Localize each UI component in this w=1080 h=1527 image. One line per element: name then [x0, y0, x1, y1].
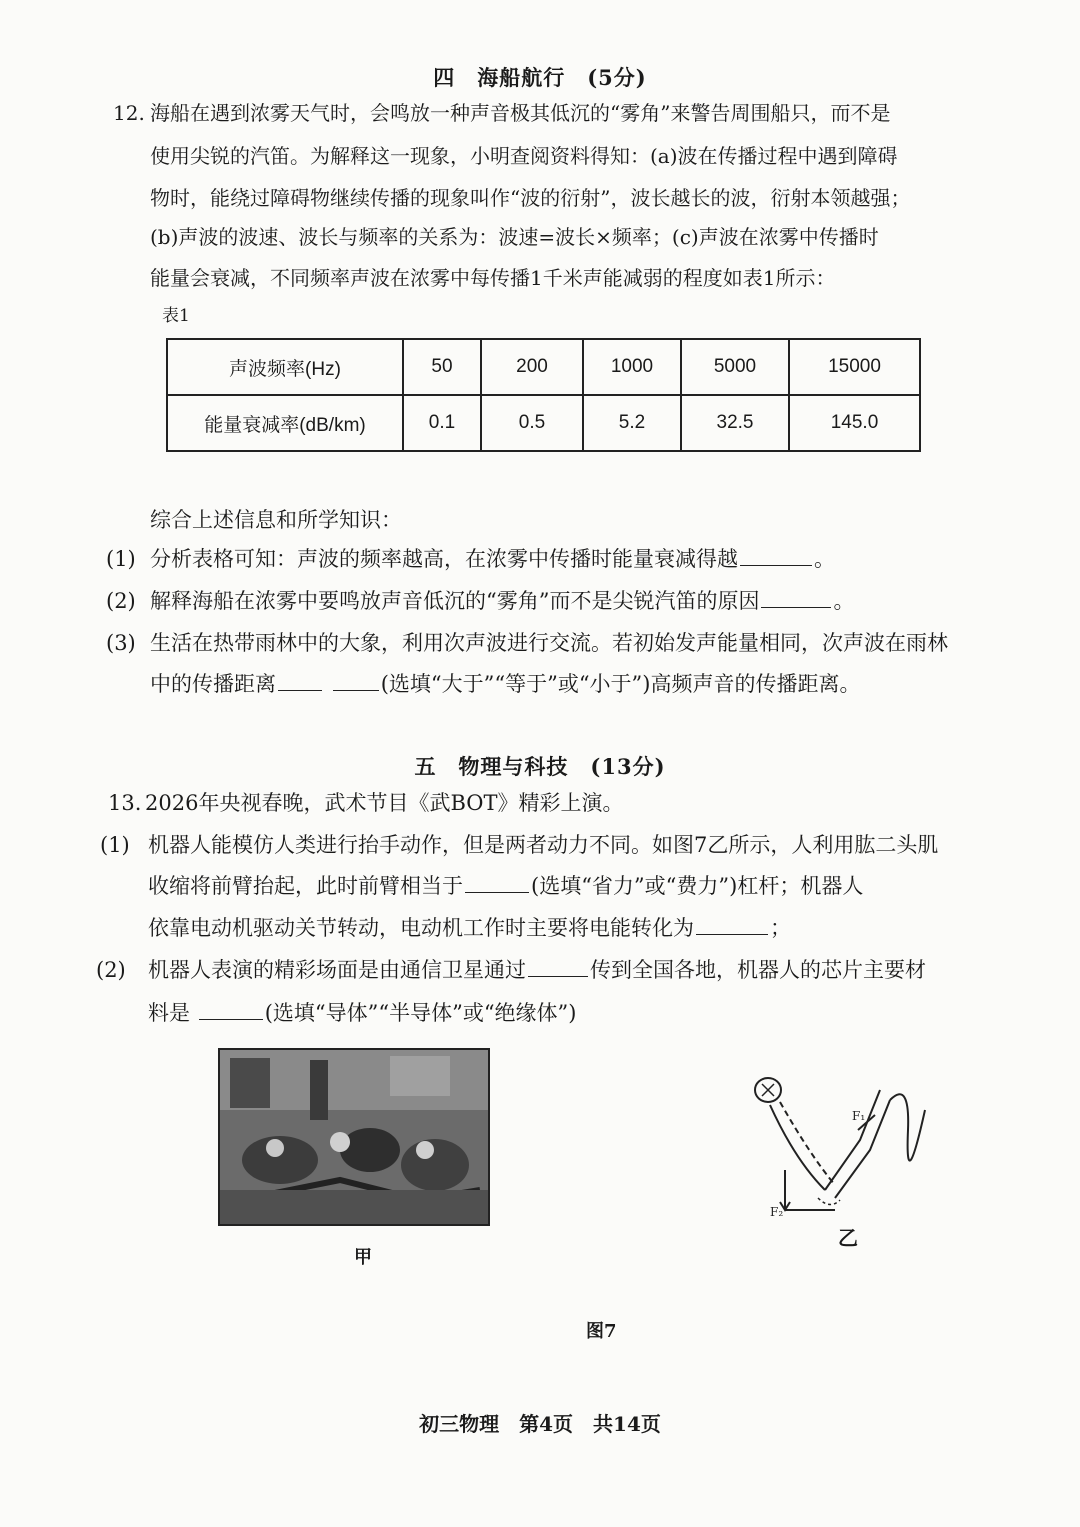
question-13-number: 13. — [108, 791, 142, 815]
table-label: 表1 — [162, 306, 190, 326]
table-cell: 50 — [403, 339, 481, 395]
table-row — [167, 339, 920, 395]
table-row — [167, 395, 920, 451]
answer-blank[interactable] — [333, 689, 379, 691]
table-row-header: 能量衰减率(dB/km) — [167, 395, 403, 451]
answer-blank[interactable] — [740, 564, 812, 566]
answer-blank[interactable] — [199, 1018, 263, 1020]
sub-question-number: (1) — [100, 833, 130, 857]
q12-line-4: (b)声波的波速、波长与频率的关系为：波速=波长×频率；(c)声波在浓雾中传播时 — [150, 225, 879, 249]
summary-intro: 综合上述信息和所学知识： — [150, 508, 402, 532]
table-cell: 0.5 — [481, 395, 583, 451]
figure-label-a: 甲 — [354, 1247, 372, 1268]
q13-sub1-line-2: 收缩将前臂抬起，此时前臂相当于 (选填“省力”或“费力”)杠杆；机器人 — [148, 874, 864, 898]
figure-caption: 图7 — [586, 1321, 617, 1342]
answer-blank[interactable] — [465, 891, 529, 893]
sub-question-number: (2) — [96, 958, 126, 982]
sub-question-number: (1) — [106, 547, 136, 571]
table-cell: 1000 — [583, 339, 681, 395]
table-cell: 5000 — [681, 339, 789, 395]
q13-sub1-line-3: 依靠电动机驱动关节转动，电动机工作时主要将电能转化为 ； — [148, 916, 791, 940]
q13-sub1-line-1: 机器人能模仿人类进行抬手动作，但是两者动力不同。如图7乙所示，人利用肱二头肌 — [148, 833, 939, 857]
table-cell: 200 — [481, 339, 583, 395]
q12-line-5: 能量会衰减，不同频率声波在浓雾中每传播1千米声能减弱的程度如表1所示： — [150, 266, 836, 290]
q13-sub2-line-1: 机器人表演的精彩场面是由通信卫星通过 传到全国各地，机器人的芯片主要材 — [148, 958, 926, 982]
q12-line-3: 物时，能绕过障碍物继续传播的现象叫作“波的衍射”，波长越长的波，衍射本领越强； — [150, 186, 911, 210]
sub-question-number: (3) — [106, 631, 136, 655]
section-5-title: 五 物理与科技 (13分) — [414, 754, 666, 779]
answer-blank[interactable] — [696, 933, 768, 935]
q13-sub2-line-2: 料是 (选填“导体”“半导体”或“绝缘体”) — [148, 1001, 577, 1025]
q12-line-1: 海船在遇到浓雾天气时，会鸣放一种声音极其低沉的“雾角”来警告周围船只，而不是 — [150, 101, 891, 125]
q12-sub3-line-2: 中的传播距离 (选填“大于”“等于”或“小于”)高频声音的传播距离。 — [150, 672, 861, 696]
figure-label-b: 乙 — [838, 1226, 858, 1250]
page-footer: 初三物理 第4页 共14页 — [419, 1412, 661, 1436]
q12-line-2: 使用尖锐的汽笛。为解释这一现象，小明查阅资料得知：(a)波在传播过程中遇到障碍 — [150, 144, 898, 168]
question-12-number: 12. — [113, 101, 145, 125]
force-f1-label: F₁ — [852, 1109, 866, 1123]
table-cell: 5.2 — [583, 395, 681, 451]
q12-sub3-line-1: 生活在热带雨林中的大象，利用次声波进行交流。若初始发声能量相同，次声波在雨林 — [150, 631, 948, 655]
table-cell: 15000 — [789, 339, 920, 395]
answer-blank[interactable] — [761, 606, 831, 608]
table-cell: 0.1 — [403, 395, 481, 451]
table-cell: 32.5 — [681, 395, 789, 451]
robot-photo-graphic — [220, 1050, 488, 1224]
answer-blank[interactable] — [278, 689, 322, 691]
q12-sub1: 分析表格可知：声波的频率越高，在浓雾中传播时能量衰减得越 。 — [150, 547, 835, 571]
sub-question-number: (2) — [106, 589, 136, 613]
q12-sub2: 解释海船在浓雾中要鸣放声音低沉的“雾角”而不是尖锐汽笛的原因 。 — [150, 589, 855, 613]
answer-blank[interactable] — [528, 975, 588, 977]
robot-performance-photo — [218, 1048, 490, 1226]
force-f2-label: F₂ — [770, 1205, 784, 1219]
attenuation-table — [166, 338, 921, 452]
section-4-title: 四 海船航行 (5分) — [433, 65, 647, 90]
table-cell: 145.0 — [789, 395, 920, 451]
q13-text: 2026年央视春晚，武术节目《武BOT》精彩上演。 — [145, 791, 624, 815]
table-row-header: 声波频率(Hz) — [167, 339, 403, 395]
